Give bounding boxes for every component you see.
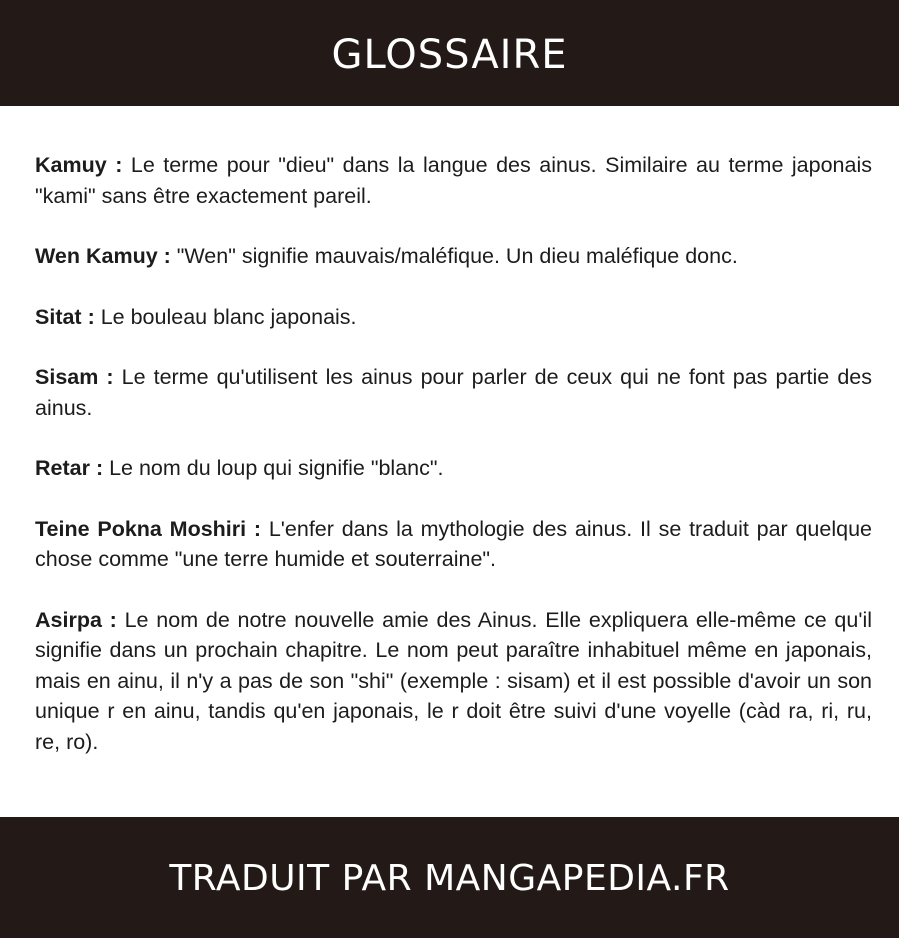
glossary-definition: Le terme pour "dieu" dans la langue des ainus. Similaire au terme japonais "kami" sans être exactement pareil.: [35, 153, 872, 208]
glossary-definition: Le terme qu'utilisent les ainus pour parler de ceux qui ne font pas partie des ainus.: [35, 365, 872, 420]
glossary-definition: Le bouleau blanc japonais.: [94, 304, 357, 329]
glossary-term: Sitat :: [35, 304, 95, 329]
translator-credit: TRADUIT PAR MANGAPEDIA.FR: [169, 858, 730, 899]
glossary-entry-sitat: [35, 302, 872, 333]
glossary-entry-teine-pokna-moshiri: [35, 514, 872, 575]
glossary-term: Asirpa :: [35, 607, 117, 632]
glossary-entry-wen-kamuy: [35, 241, 872, 272]
glossary-entry-sisam: [35, 362, 872, 423]
glossary-term: Kamuy :: [35, 153, 123, 177]
glossary-definition: L'enfer dans la mythologie des ainus. Il se traduit par quelque chose comme "une terre humide et souterraine".: [35, 516, 872, 571]
glossary-entry-kamuy: [35, 150, 872, 211]
glossary-term: Retar :: [35, 456, 104, 480]
header-band: [0, 0, 899, 106]
glossary-term: Wen Kamuy :: [35, 244, 171, 268]
footer-band: [0, 817, 899, 938]
glossary-entry-asirpa: [35, 605, 872, 758]
glossary-definition: "Wen" signifie mauvais/maléfique. Un dieu maléfique donc.: [170, 244, 738, 268]
glossary-definition: Le nom de notre nouvelle amie des Ainus. Elle expliquera elle-même ce qu'il signifie dans un prochain chapitre. Le nom peut paraître inhabituel même en japonais, mais en ainu, il n'y a pas de son "shi" (exemple : sisam) et il est possible d'avoir un son unique r en ainu, tandis qu'en japonais, le r doit être suivi d'une voyelle (càd ra, ri, ru, re, ro).: [35, 607, 872, 754]
glossary-term: Sisam :: [35, 365, 114, 389]
glossary-term: Teine Pokna Moshiri :: [35, 516, 262, 541]
page-title: GLOSSAIRE: [331, 32, 568, 78]
glossary-list: [35, 150, 872, 757]
glossary-definition: Le nom du loup qui signifie "blanc".: [103, 456, 444, 480]
glossary-entry-retar: [35, 453, 872, 484]
